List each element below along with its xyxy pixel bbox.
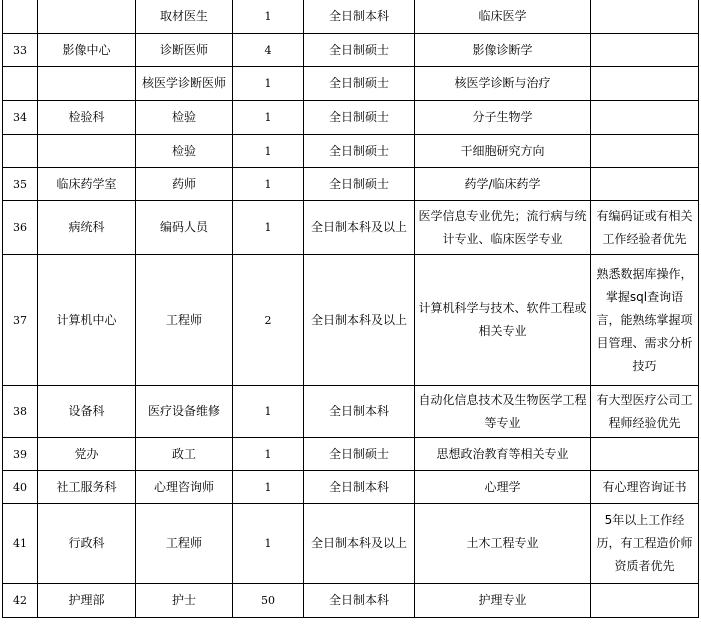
position-cell: 护士 bbox=[136, 584, 233, 618]
major-cell: 护理专业 bbox=[415, 584, 591, 618]
note-cell bbox=[591, 168, 699, 201]
department-cell: 行政科 bbox=[38, 504, 136, 584]
note-cell bbox=[591, 438, 699, 471]
table-row bbox=[3, 255, 699, 386]
headcount-cell: 1 bbox=[233, 386, 304, 438]
headcount-cell: 1 bbox=[233, 201, 304, 255]
headcount-cell: 50 bbox=[233, 584, 304, 618]
education-cell: 全日制本科 bbox=[304, 0, 415, 34]
row-number: 42 bbox=[3, 584, 38, 618]
education-cell: 全日制本科及以上 bbox=[304, 504, 415, 584]
education-cell: 全日制本科 bbox=[304, 584, 415, 618]
department-cell: 病统科 bbox=[38, 201, 136, 255]
note-cell bbox=[591, 101, 699, 135]
table-row bbox=[3, 504, 699, 584]
major-cell: 土木工程专业 bbox=[415, 504, 591, 584]
row-number: 41 bbox=[3, 504, 38, 584]
note-cell bbox=[591, 34, 699, 67]
row-number: 39 bbox=[3, 438, 38, 471]
headcount-cell: 1 bbox=[233, 504, 304, 584]
headcount-cell: 1 bbox=[233, 168, 304, 201]
table-row bbox=[3, 34, 699, 67]
row-number: 33 bbox=[3, 34, 38, 67]
position-cell: 检验 bbox=[136, 101, 233, 135]
education-cell: 全日制硕士 bbox=[304, 67, 415, 101]
department-cell bbox=[38, 0, 136, 34]
headcount-cell: 1 bbox=[233, 0, 304, 34]
note-cell: 有大型医疗公司工程师经验优先 bbox=[591, 386, 699, 438]
position-cell: 药师 bbox=[136, 168, 233, 201]
department-cell bbox=[38, 135, 136, 168]
position-cell: 编码人员 bbox=[136, 201, 233, 255]
position-cell: 核医学诊断医师 bbox=[136, 67, 233, 101]
department-cell: 设备科 bbox=[38, 386, 136, 438]
headcount-cell: 1 bbox=[233, 67, 304, 101]
major-cell: 药学/临床药学 bbox=[415, 168, 591, 201]
note-cell bbox=[591, 0, 699, 34]
table-row bbox=[3, 438, 699, 471]
row-number bbox=[3, 0, 38, 34]
position-cell: 诊断医师 bbox=[136, 34, 233, 67]
education-cell: 全日制本科及以上 bbox=[304, 255, 415, 386]
note-cell bbox=[591, 584, 699, 618]
row-number bbox=[3, 135, 38, 168]
table-row bbox=[3, 101, 699, 135]
education-cell: 全日制硕士 bbox=[304, 34, 415, 67]
table-row bbox=[3, 584, 699, 618]
major-cell: 思想政治教育等相关专业 bbox=[415, 438, 591, 471]
major-cell: 影像诊断学 bbox=[415, 34, 591, 67]
major-cell: 心理学 bbox=[415, 471, 591, 504]
row-number: 35 bbox=[3, 168, 38, 201]
major-cell: 分子生物学 bbox=[415, 101, 591, 135]
table-row bbox=[3, 67, 699, 101]
note-cell: 5年以上工作经历，有工程造价师资质者优先 bbox=[591, 504, 699, 584]
position-cell: 医疗设备维修 bbox=[136, 386, 233, 438]
row-number: 36 bbox=[3, 201, 38, 255]
education-cell: 全日制本科 bbox=[304, 386, 415, 438]
row-number bbox=[3, 67, 38, 101]
headcount-cell: 1 bbox=[233, 471, 304, 504]
table-row bbox=[3, 201, 699, 255]
headcount-cell: 4 bbox=[233, 34, 304, 67]
major-cell: 医学信息专业优先；流行病与统计专业、临床医学专业 bbox=[415, 201, 591, 255]
note-cell: 有心理咨询证书 bbox=[591, 471, 699, 504]
table-row bbox=[3, 386, 699, 438]
education-cell: 全日制硕士 bbox=[304, 101, 415, 135]
row-number: 40 bbox=[3, 471, 38, 504]
row-number: 38 bbox=[3, 386, 38, 438]
note-cell: 有编码证或有相关工作经验者优先 bbox=[591, 201, 699, 255]
headcount-cell: 1 bbox=[233, 101, 304, 135]
row-number: 34 bbox=[3, 101, 38, 135]
education-cell: 全日制硕士 bbox=[304, 168, 415, 201]
recruitment-table bbox=[2, 0, 699, 618]
note-cell bbox=[591, 67, 699, 101]
major-cell: 干细胞研究方向 bbox=[415, 135, 591, 168]
headcount-cell: 2 bbox=[233, 255, 304, 386]
position-cell: 工程师 bbox=[136, 255, 233, 386]
department-cell: 临床药学室 bbox=[38, 168, 136, 201]
major-cell: 自动化信息技术及生物医学工程等专业 bbox=[415, 386, 591, 438]
row-number: 37 bbox=[3, 255, 38, 386]
note-cell bbox=[591, 135, 699, 168]
department-cell: 检验科 bbox=[38, 101, 136, 135]
major-cell: 核医学诊断与治疗 bbox=[415, 67, 591, 101]
note-cell: 熟悉数据库操作，掌握sql查询语言，能熟练掌握项目管理、需求分析技巧 bbox=[591, 255, 699, 386]
headcount-cell: 1 bbox=[233, 438, 304, 471]
department-cell: 计算机中心 bbox=[38, 255, 136, 386]
education-cell: 全日制本科及以上 bbox=[304, 201, 415, 255]
major-cell: 计算机科学与技术、软件工程或相关专业 bbox=[415, 255, 591, 386]
table-row bbox=[3, 168, 699, 201]
position-cell: 政工 bbox=[136, 438, 233, 471]
table-row bbox=[3, 135, 699, 168]
position-cell: 取材医生 bbox=[136, 0, 233, 34]
education-cell: 全日制硕士 bbox=[304, 135, 415, 168]
table-row bbox=[3, 471, 699, 504]
position-cell: 心理咨询师 bbox=[136, 471, 233, 504]
education-cell: 全日制本科 bbox=[304, 471, 415, 504]
department-cell: 护理部 bbox=[38, 584, 136, 618]
table-row bbox=[3, 0, 699, 34]
major-cell: 临床医学 bbox=[415, 0, 591, 34]
department-cell: 社工服务科 bbox=[38, 471, 136, 504]
headcount-cell: 1 bbox=[233, 135, 304, 168]
department-cell: 党办 bbox=[38, 438, 136, 471]
department-cell: 影像中心 bbox=[38, 34, 136, 67]
education-cell: 全日制硕士 bbox=[304, 438, 415, 471]
department-cell bbox=[38, 67, 136, 101]
position-cell: 工程师 bbox=[136, 504, 233, 584]
position-cell: 检验 bbox=[136, 135, 233, 168]
